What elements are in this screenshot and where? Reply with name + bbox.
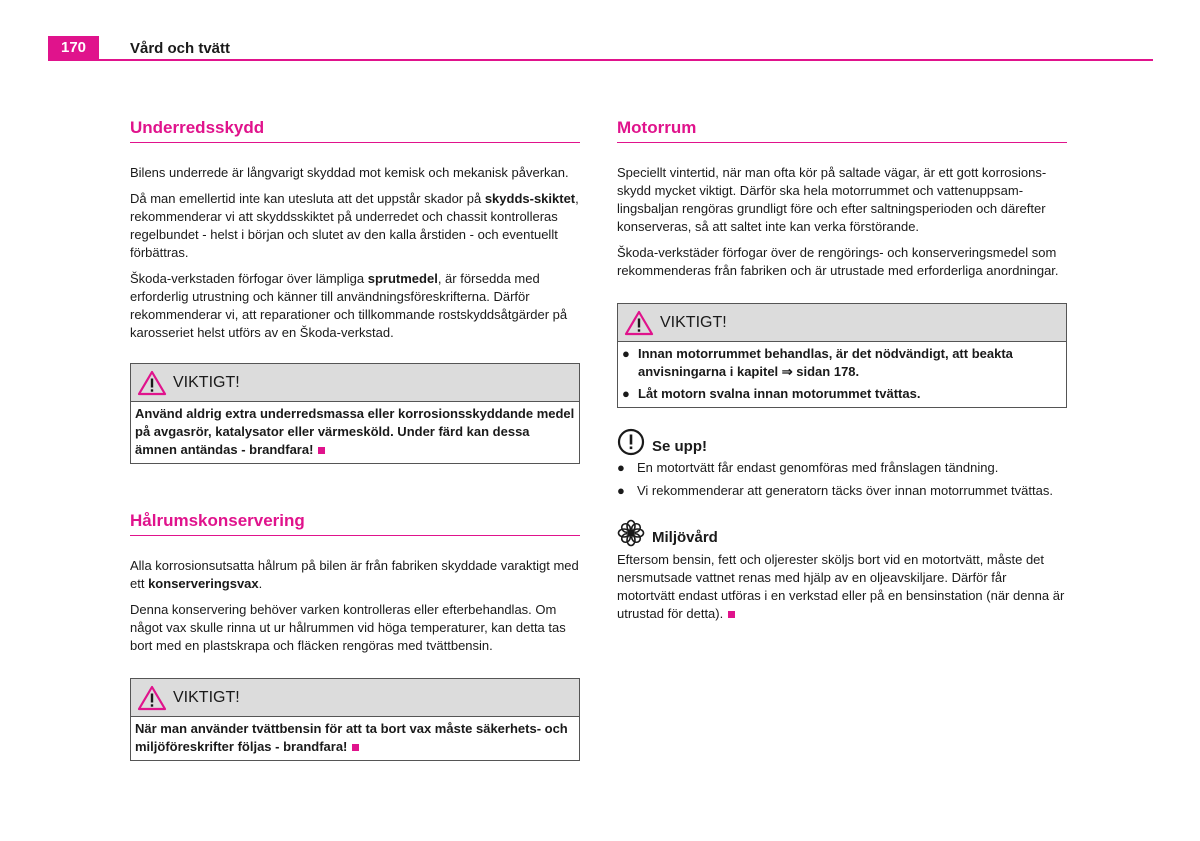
page-number: 170 <box>60 39 87 56</box>
section-underredsskydd <box>130 118 580 464</box>
caution-title: Se upp! <box>652 437 707 455</box>
flower-icon <box>617 519 645 547</box>
end-mark <box>728 611 735 618</box>
section-motorrum <box>617 118 1067 623</box>
warning-triangle-icon <box>137 685 167 711</box>
caution-note <box>617 428 1067 500</box>
right-column <box>617 118 1067 623</box>
warning-triangle-icon <box>624 310 654 336</box>
left-column <box>130 118 580 761</box>
warning-box <box>130 678 580 761</box>
environment-title: Miljövård <box>652 528 718 546</box>
warning-item: ● Innan motorrummet behandlas, är det nödvändigt, att beakta anvisningarna i kapitel ⇒ sidan 178. <box>622 346 1013 379</box>
warning-triangle-icon <box>137 370 167 396</box>
paragraph: Då man emellertid inte kan utesluta att det uppstår skador på skydds-skiktet, rekommenderar vi att skyddsskiktet på underredet och chassit kontrolleras regelbundet - helst i början och slutet av den kalla årstiden - och eventuellt förbättras. <box>130 191 579 260</box>
paragraph: Škoda-verkstaden förfogar över lämpliga sprutmedel, är försedda med erforderlig utrustning och känner till användningsföreskrifterna. Därför rekommenderar vi, att reparationer och tillkommande rostskyddsåtgärder på karosseriet helst utförs av en Škoda-verkstad. <box>130 271 568 340</box>
section-heading: Motorrum <box>617 118 1067 143</box>
warning-text: Använd aldrig extra underredsmassa eller korrosionsskyddande medel på avgasrör, katalysator eller värmesköld. Under färd kan dessa ämnen antändas - brandfara! <box>135 406 575 457</box>
warning-list <box>618 342 1066 407</box>
header-rule <box>48 59 1153 61</box>
warning-header <box>131 679 579 717</box>
warning-header <box>618 304 1066 342</box>
end-mark <box>352 744 359 751</box>
bold-term: sprutmedel <box>367 271 438 286</box>
warning-box <box>617 303 1067 408</box>
warning-text: När man använder tvättbensin för att ta bort vax måste säkerhets- och miljöföreskrifter följas - brandfara! <box>135 721 568 754</box>
section-heading: Underredsskydd <box>130 118 580 143</box>
caution-item: ● Vi rekommenderar att generatorn täcks över innan motorrummet tvättas. <box>617 483 1053 498</box>
caution-item: ● En motortvätt får endast genomföras med frånslagen tändning. <box>617 460 999 475</box>
paragraph: Speciellt vintertid, när man ofta kör på saltade vägar, är ett gott korrosions-skydd mycket viktigt. Därför ska hela motorrummet och vattenuppsam-lingsbaljan rengöras grundligt före och efter saltningsperioden och därefter konserveras, så att saltet inte kan verka förstörande. <box>617 165 1047 234</box>
caution-header <box>617 428 1067 456</box>
environment-header <box>617 518 1067 548</box>
warning-item: ● Låt motorn svalna innan motorummet tvättas. <box>622 386 921 401</box>
bold-term: skydds-skiktet <box>484 191 576 206</box>
warning-title: VIKTIGT! <box>660 313 727 331</box>
environment-note <box>617 518 1067 623</box>
environment-text: Eftersom bensin, fett och oljerester sköljs bort vid en motortvätt, måste det nersmutsade vattnet renas med hjälp av en oljeavskiljare. Därför får motortvätt endast utföras i en verkstad eller på en bensinstation (när denna är utrustad för detta). <box>617 552 1065 621</box>
bold-term: konserveringsvax <box>148 576 259 591</box>
warning-box <box>130 363 580 464</box>
paragraph: Bilens underrede är långvarigt skyddad mot kemisk och mekanisk påverkan. <box>130 165 569 180</box>
paragraph: Denna konservering behöver varken kontrolleras eller efterbehandlas. Om något vax skulle rinna ut ur hålrummen vid höga temperaturer, kan detta tas bort med en plastskrapa och fläcken rengöras med tvättbensin. <box>130 602 566 653</box>
end-mark <box>318 447 325 454</box>
section-halrumskonservering <box>130 511 580 761</box>
warning-title: VIKTIGT! <box>173 373 240 391</box>
warning-header <box>131 364 579 402</box>
paragraph: Škoda-verkstäder förfogar över de rengörings- och konserveringsmedel som rekommenderas från fabriken och är utrustade med erforderliga anordningar. <box>617 245 1059 278</box>
warning-title: VIKTIGT! <box>173 688 240 706</box>
section-heading: Hålrumskonservering <box>130 511 580 536</box>
chapter-title: Vård och tvätt <box>130 40 231 57</box>
paragraph: Alla korrosionsutsatta hålrum på bilen är från fabriken skyddade varaktigt med ett konserveringsvax. <box>130 558 579 591</box>
exclamation-circle-icon <box>617 428 645 456</box>
